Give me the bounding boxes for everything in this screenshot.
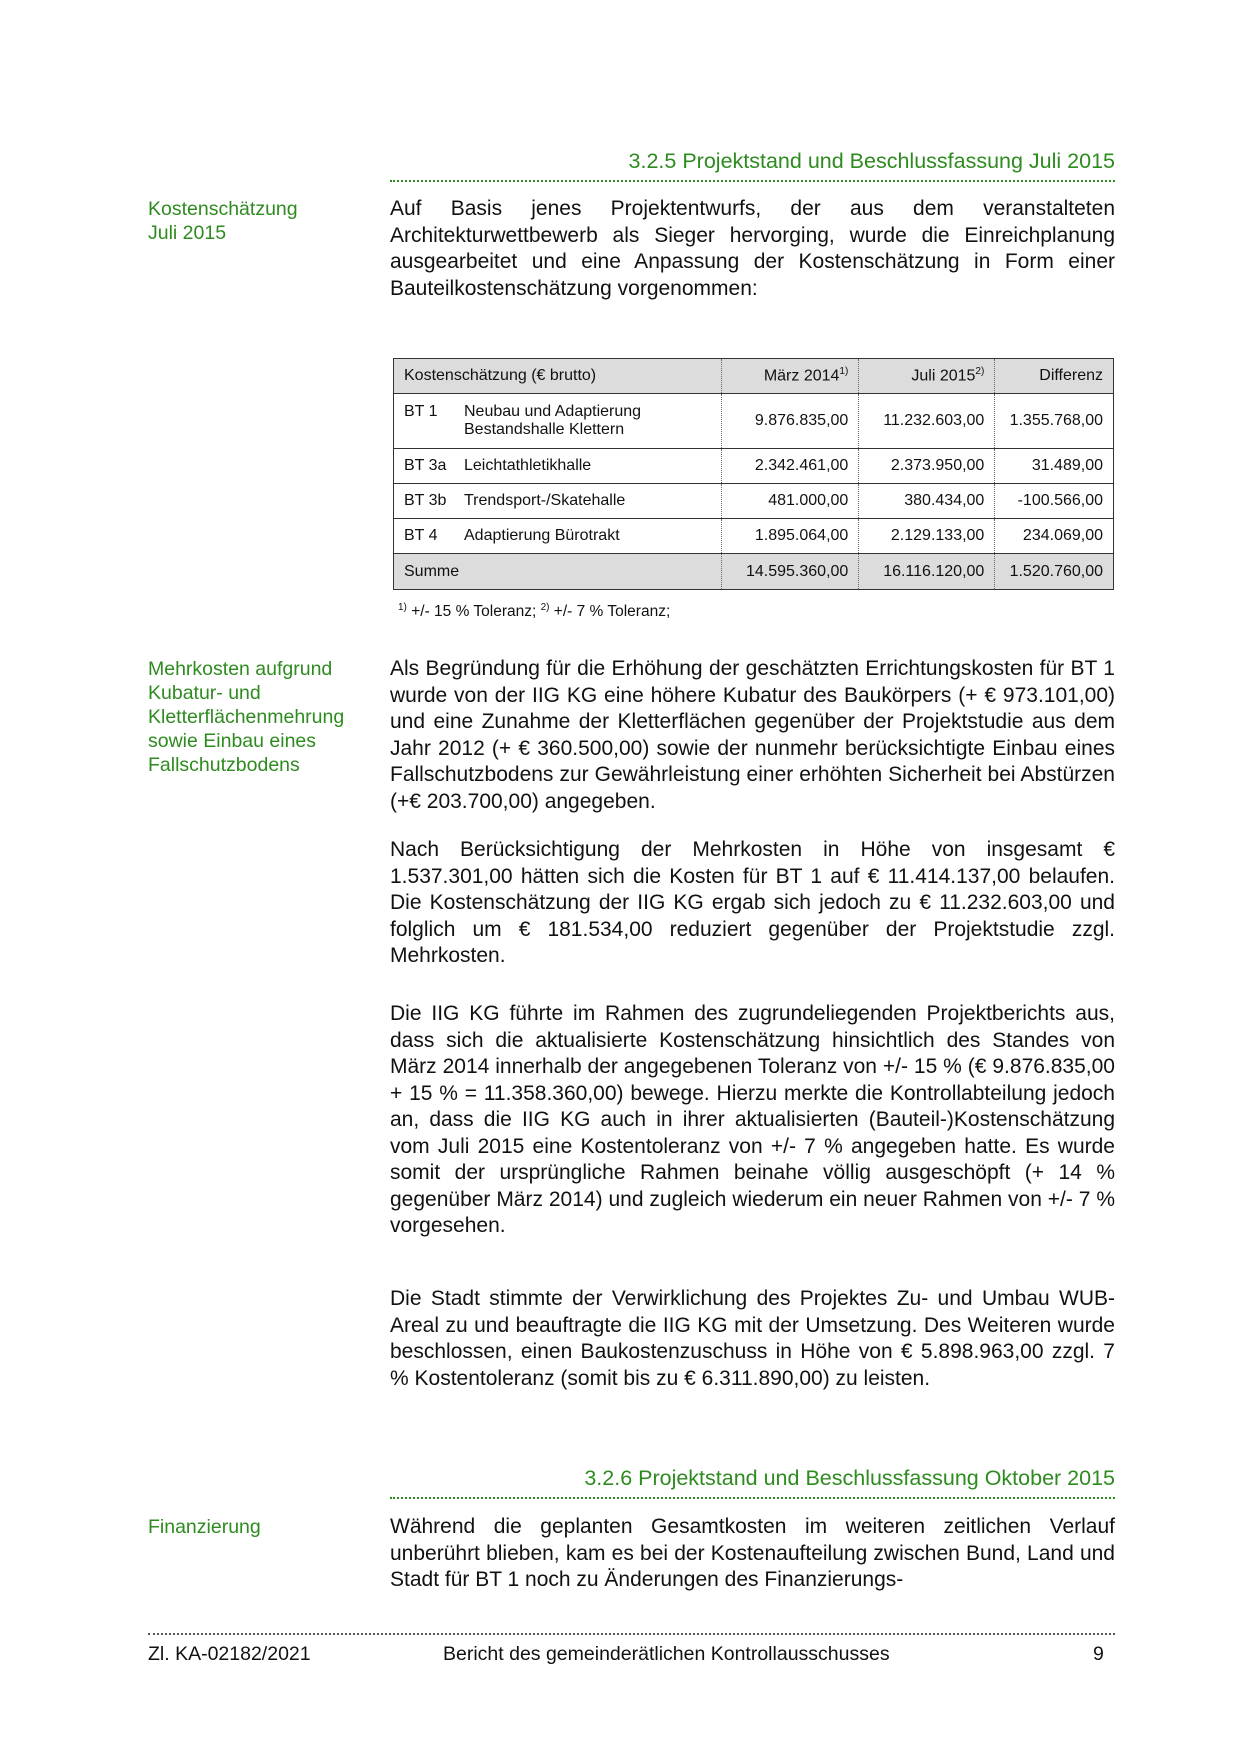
header-col-maerz: März 2014$^{1)}$ [722, 359, 859, 394]
table-header-row [394, 359, 1114, 394]
side-label-finanzierung: Finanzierung [148, 1516, 261, 1538]
paragraph-beschluss: Die Stadt stimmte der Verwirklichung des Projektes Zu- und Umbau WUB-Areal zu und beauftragte die IIG KG mit der Umsetzung. Des Weiteren wurde beschlossen, einen Baukostenzuschuss in Höhe von € 5.898.963,00 zzgl. 7 % Kostentoleranz (somit bis zu € 6.311.890,00) zu leisten. [390, 1287, 1115, 1390]
table-row [394, 449, 1114, 484]
row-label: BT 4 Adaptierung Bürotrakt [394, 519, 722, 554]
cell-differenz: -100.566,00 [995, 484, 1114, 519]
side-label-line: Kubatur- und [148, 682, 261, 704]
paragraph-beruecksichtigung: Nach Berücksichtigung der Mehrkosten in Höhe von insgesamt € 1.537.301,00 hätten sich die Kosten für BT 1 auf € 11.414.137,00 belaufen. Die Kostenschätzung der IIG KG ergab sich jedoch zu € 11.232.603,00 und folglich um € 181.534,00 reduziert gegenüber der Projektstudie zzgl. Mehrkosten. [390, 838, 1115, 967]
section-heading-3-2-6: 3.2.6 Projektstand und Beschlussfassung Oktober 2015 [390, 1466, 1115, 1499]
footer-divider [148, 1633, 1115, 1635]
sum-juli: 16.116.120,00 [859, 554, 995, 590]
cell-juli: 11.232.603,00 [859, 394, 995, 449]
footer-reference: Zl. KA-02182/2021 [148, 1643, 311, 1665]
sum-differenz: 1.520.760,00 [995, 554, 1114, 590]
row-desc: Neubau und Adaptierung Bestandshalle Klettern [464, 403, 642, 438]
table-row [394, 519, 1114, 554]
paragraph-finanzierung: Während die geplanten Gesamtkosten im weiteren zeitlichen Verlauf unberührt blieben, kam es bei der Kostenaufteilung zwischen Bund, Land und Stadt für BT 1 noch zu Änderungen des Finanzierungs- [390, 1515, 1115, 1591]
page-number: 9 [1093, 1643, 1104, 1665]
side-label-line: Juli 2015 [148, 222, 227, 244]
intro-paragraph: Auf Basis jenes Projektentwurfs, der aus dem veranstalteten Architekturwettbewerb als Sieger hervorging, wurde die Einreichplanung ausgearbeitet und eine Anpassung der Kostenschätzung in Form einer Bauteilkostenschätzung vorgenommen: [390, 197, 1115, 300]
cell-juli: 380.434,00 [859, 484, 995, 519]
section-heading-3-2-5: 3.2.5 Projektstand und Beschlussfassung Juli 2015 [390, 149, 1115, 182]
paragraph-begruendung: Als Begründung für die Erhöhung der geschätzten Errichtungskosten für BT 1 wurde von der IIG KG eine höhere Kubatur des Baukörpers (+ € 973.101,00) und eine Zunahme der Kletterflächen gegenüber der Projektstudie aus dem Jahr 2012 (+ € 360.500,00) sowie der nunmehr berücksichtigte Einbau eines Fallschutzbodens zur Gewährleistung einer erhöhten Sicherheit bei Abstürzen (+€ 203.700,00) angegeben. [390, 657, 1115, 813]
row-label [394, 394, 722, 449]
sum-maerz: 14.595.360,00 [722, 554, 859, 590]
side-label-mehrkosten [148, 657, 378, 777]
cell-maerz: 481.000,00 [722, 484, 859, 519]
cell-differenz: 31.489,00 [995, 449, 1114, 484]
cost-table [393, 358, 1114, 590]
cell-maerz: 9.876.835,00 [722, 394, 859, 449]
cell-differenz: 234.069,00 [995, 519, 1114, 554]
cell-juli: 2.373.950,00 [859, 449, 995, 484]
sum-label: Summe [394, 554, 722, 590]
paragraph-toleranz: Die IIG KG führte im Rahmen des zugrundeliegenden Projektberichts aus, dass sich die aktualisierte Kostenschätzung hinsichtlich des Standes von März 2014 innerhalb der angegebenen Toleranz von +/- 15 % (€ 9.876.835,00 + 15 % = 11.358.360,00) bewege. Hierzu merkte die Kontrollabteilung jedoch an, dass die IIG KG auch in ihrer aktualisierten (Bauteil-)Kostenschätzung vom Juli 2015 eine Kostentoleranz von +/- 7 % angegeben hatte. Es wurde somit der ursprüngliche Rahmen beinahe völlig ausgeschöpft (+ 14 % gegenüber März 2014) und zugleich wiederum ein neuer Rahmen von +/- 7 % vorgesehen. [390, 1002, 1115, 1237]
header-col-differenz: Differenz [995, 359, 1114, 394]
side-label-line: sowie Einbau eines [148, 730, 317, 752]
table-footnote: $^{1)}$ +/- 15 % Toleranz; $^{2)}$ +/- 7 % Toleranz; [398, 602, 671, 621]
cell-differenz: 1.355.768,00 [995, 394, 1114, 449]
side-label-line: Kostenschätzung [148, 198, 298, 220]
cell-maerz: 1.895.064,00 [722, 519, 859, 554]
side-label-line: Fallschutzbodens [148, 754, 300, 776]
row-code: BT 1 [404, 403, 438, 420]
header-label: Kostenschätzung (€ brutto) [394, 359, 722, 394]
side-label-line: Kletterflächenmehrung [148, 706, 345, 728]
table-row [394, 394, 1114, 449]
table-sum-row [394, 554, 1114, 590]
cell-juli: 2.129.133,00 [859, 519, 995, 554]
row-label: BT 3b Trendsport-/Skatehalle [394, 484, 722, 519]
cell-maerz: 2.342.461,00 [722, 449, 859, 484]
row-label: BT 3a Leichtathletikhalle [394, 449, 722, 484]
header-col-juli: Juli 2015$^{2)}$ [859, 359, 995, 394]
side-label-line: Mehrkosten aufgrund [148, 658, 333, 680]
table-row [394, 484, 1114, 519]
side-label-kostenschaetzung [148, 197, 378, 245]
footer-title: Bericht des gemeinderätlichen Kontrollausschusses [443, 1643, 890, 1665]
